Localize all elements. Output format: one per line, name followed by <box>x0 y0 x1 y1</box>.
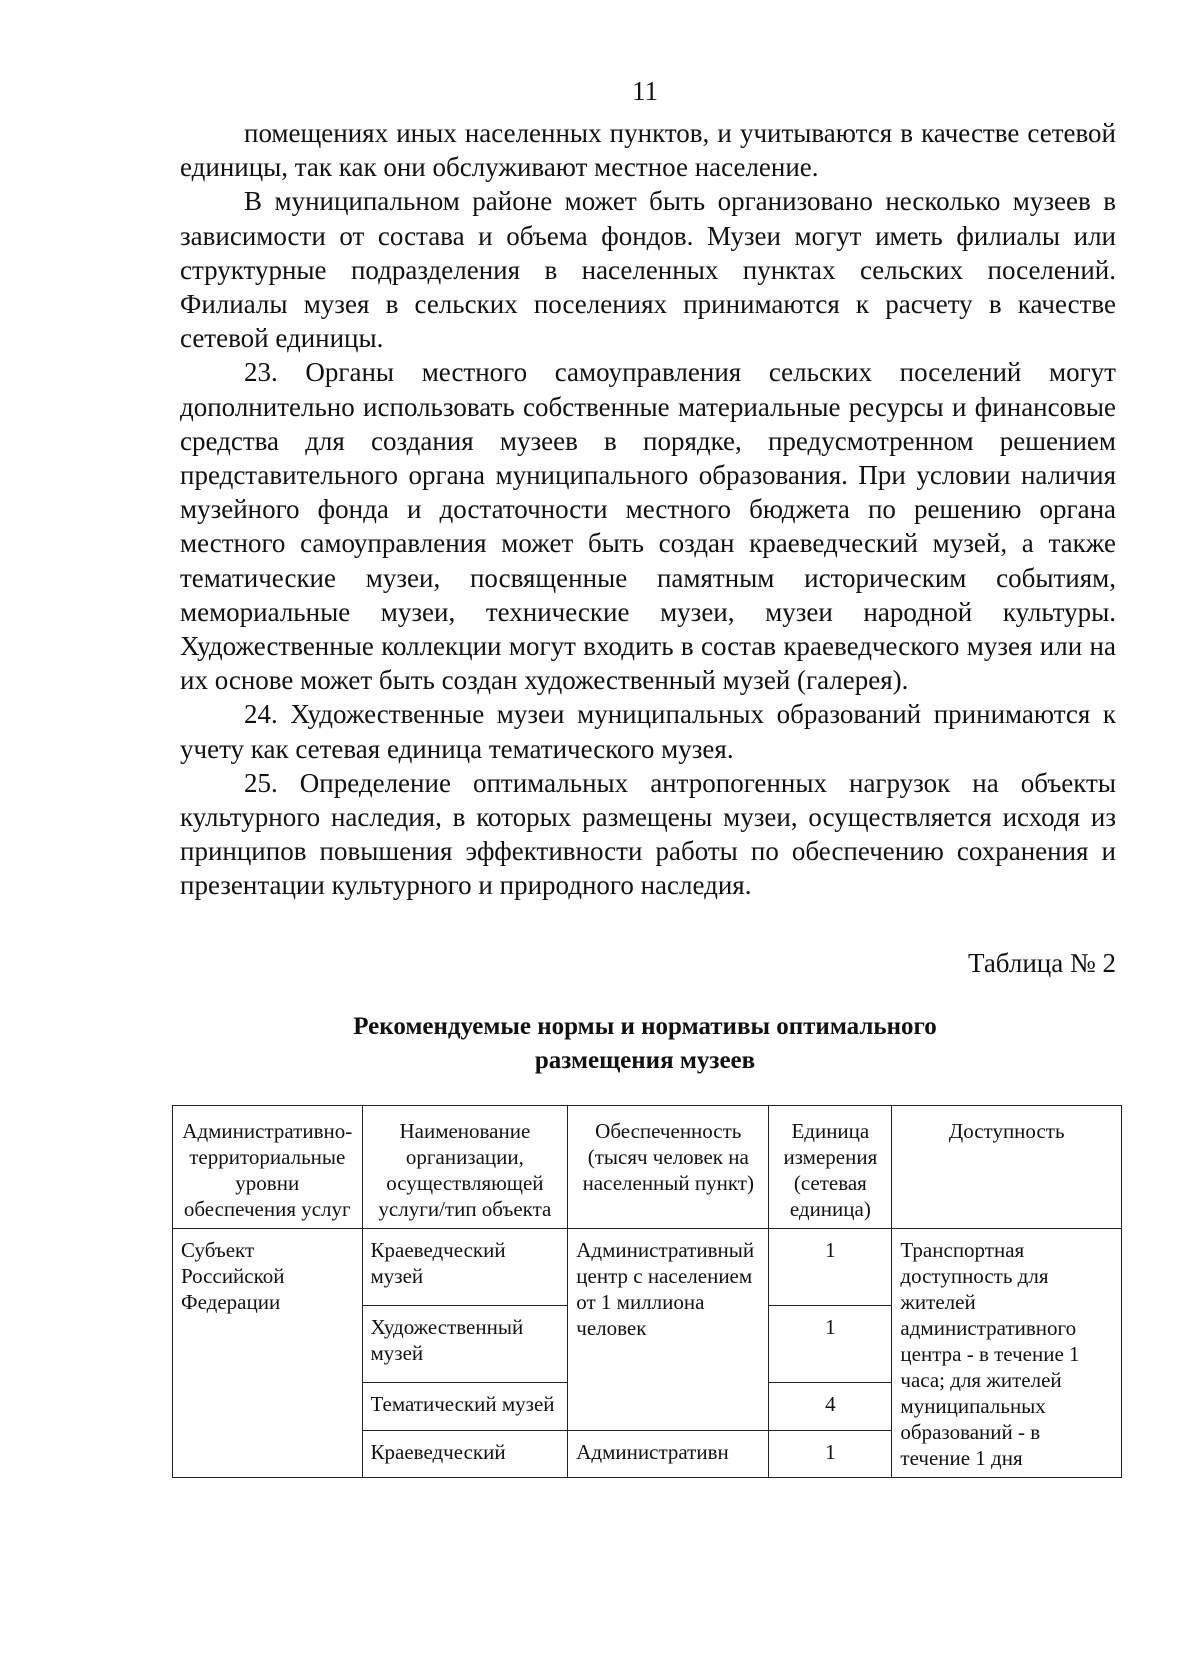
table-title <box>0 1010 1200 1078</box>
table-row <box>173 1229 1122 1306</box>
header-cell-type: Наименование организации, осуществляющей услуги/тип объекта <box>362 1106 568 1229</box>
table-title-line-1: Рекомендуемые нормы и нормативы оптимального <box>353 1013 937 1040</box>
table-header-row <box>173 1106 1122 1229</box>
unit-cell: 1 <box>769 1430 892 1477</box>
body-text <box>180 116 1116 903</box>
provision-cell: Административн <box>568 1430 769 1477</box>
type-cell: Тематический музей <box>362 1383 568 1430</box>
type-cell: Художественный музей <box>362 1306 568 1383</box>
header-cell-accessibility: Доступность <box>892 1106 1122 1229</box>
page-number: 11 <box>632 76 658 106</box>
paragraph-24: 24. Художественные музеи муниципальных образований принимаются к учету как сетевая единица тематического музея. <box>180 699 1116 764</box>
paragraph-museums-district: В муниципальном районе может быть организовано несколько музеев в зависимости от состава и объема фондов. Музеи могут иметь филиалы или структурные подразделения в населенных пунктах сельских поселений. Филиалы музея в сельских поселениях принимаются к расчету в качестве сетевой единицы. <box>180 186 1116 354</box>
accessibility-cell: Транспортная доступность для жителей административного центра - в течение 1 часа; для жителей муниципальных образований - в течение 1 дня <box>892 1229 1122 1478</box>
level-cell: Субъект Российской Федерации <box>173 1229 363 1478</box>
paragraph-23: 23. Органы местного самоуправления сельских поселений могут дополнительно использовать собственные материальные ресурсы и финансовые средства для создания музеев в порядке, предусмотренном решением представительного органа муниципального образования. При условии наличия музейного фонда и достаточности местного бюджета по решению органа местного самоуправления может быть создан краеведческий музей, а также тематические музеи, посвященные памятным историческим событиям, мемориальные музеи, технические музеи, музеи народной культуры. Художественные коллекции могут входить в состав краеведческого музея или на их основе может быть создан художественный музей (галерея). <box>180 357 1116 696</box>
unit-cell: 1 <box>769 1306 892 1383</box>
unit-cell: 4 <box>769 1383 892 1430</box>
type-cell: Краеведческий <box>362 1430 568 1477</box>
norms-table <box>172 1105 1122 1478</box>
provision-cell: Административный центр с населением от 1 миллиона человек <box>568 1229 769 1431</box>
table-caption: Таблица № 2 <box>968 948 1116 978</box>
header-cell-level: Административно-территориальные уровни обеспечения услуг <box>173 1106 363 1229</box>
paragraph-25: 25. Определение оптимальных антропогенных нагрузок на объекты культурного наследия, в которых размещены музеи, осуществляется исходя из принципов повышения эффективности работы по обеспечению сохранения и презентации культурного и природного наследия. <box>180 767 1116 901</box>
type-cell: Краеведческий музей <box>362 1229 568 1306</box>
unit-cell: 1 <box>769 1229 892 1306</box>
header-cell-provision: Обеспеченность (тысяч человек на населенный пункт) <box>568 1106 769 1229</box>
header-cell-unit: Единица измерения (сетевая единица) <box>769 1106 892 1229</box>
table-title-line-2: размещения музеев <box>534 1047 756 1074</box>
paragraph-continuation: помещениях иных населенных пунктов, и учитываются в качестве сетевой единицы, так как они обслуживают местное население. <box>180 118 1116 183</box>
